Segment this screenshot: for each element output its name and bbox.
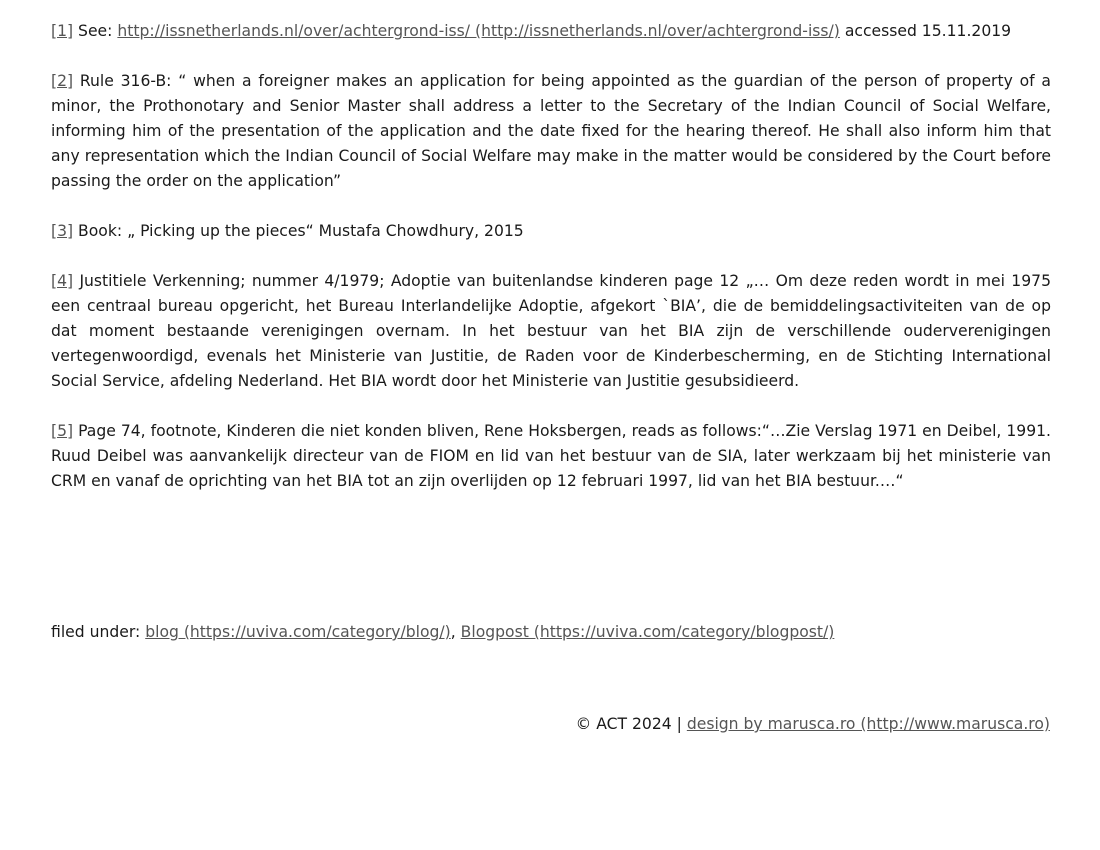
filed-under-label: filed under:: [51, 623, 146, 641]
footnote-4: [51, 269, 1051, 394]
footnote-1-prefix: See:: [73, 22, 118, 40]
footnote-ref-1[interactable]: [1]: [51, 22, 74, 40]
footnote-2-text: Rule 316-B: “ when a foreigner makes an application for being appointed as the guardian of the person of property of a minor, the Prothonotary and Senior Master shall address a letter to the Secretary of the Indian Council of Social Welfare, informing him of the presentation of the application and the date fixed for the hearing thereof. He shall also inform him that any representation which the Indian Council of Social Welfare may make in the matter would be considered by the Court before passing the order on the application”: [51, 72, 1051, 190]
copyright-text: © ACT 2024 |: [575, 715, 687, 733]
filed-under: [51, 620, 1051, 645]
footnote-1: [51, 19, 1051, 44]
site-footer: [576, 712, 1050, 737]
footnotes-section: [51, 19, 1051, 519]
footnote-5: [51, 419, 1051, 494]
footnote-1-link[interactable]: http://issnetherlands.nl/over/achtergrond-iss/ (http://issnetherlands.nl/over/achtergrond-iss/): [117, 22, 840, 40]
footnote-5-text: Page 74, footnote, Kinderen die niet konden bliven, Rene Hoksbergen, reads as follows:“…Zie Verslag 1971 en Deibel, 1991. Ruud Deibel was aanvankelijk directeur van de FIOM en lid van het bestuur van de SIA, later werkzaam bij het ministerie van CRM en vanaf de oprichting van het BIA tot an zijn overlijden op 12 februari 1997, lid van het BIA bestuur.…“: [51, 422, 1051, 490]
category-link-blog[interactable]: blog (https://uviva.com/category/blog/): [145, 623, 451, 641]
footnote-2: [51, 69, 1051, 194]
footnote-3: [51, 219, 1051, 244]
footnote-ref-5[interactable]: [5]: [51, 422, 74, 440]
footnote-ref-4[interactable]: [4]: [51, 272, 74, 290]
filed-under-separator: ,: [450, 623, 461, 641]
footnote-3-text: Book: „ Picking up the pieces“ Mustafa Chowdhury, 2015: [73, 222, 524, 240]
footnote-1-suffix: accessed 15.11.2019: [839, 22, 1012, 40]
footnote-ref-3[interactable]: [3]: [51, 222, 74, 240]
design-credit-link[interactable]: design by marusca.ro (http://www.marusca.ro): [686, 715, 1050, 733]
category-link-blogpost[interactable]: Blogpost (https://uviva.com/category/blogpost/): [460, 623, 835, 641]
footnote-4-text: Justitiele Verkenning; nummer 4/1979; Adoptie van buitenlandse kinderen page 12 „… Om deze reden wordt in mei 1975 een centraal bureau opgericht, het Bureau Interlandelijke Adoptie, afgekort `BIA’, die de bemiddelingsactiviteiten van de op dat moment bestaande verenigingen overnam. In het bestuur van het BIA zijn de verschillende ouderverenigingen vertegenwoordigd, evenals het Ministerie van Justitie, de Raden voor de Kinderbescherming, en de Stichting International Social Service, afdeling Nederland. Het BIA wordt door het Ministerie van Justitie gesubsidieerd.: [51, 272, 1051, 390]
footnote-ref-2[interactable]: [2]: [51, 72, 74, 90]
